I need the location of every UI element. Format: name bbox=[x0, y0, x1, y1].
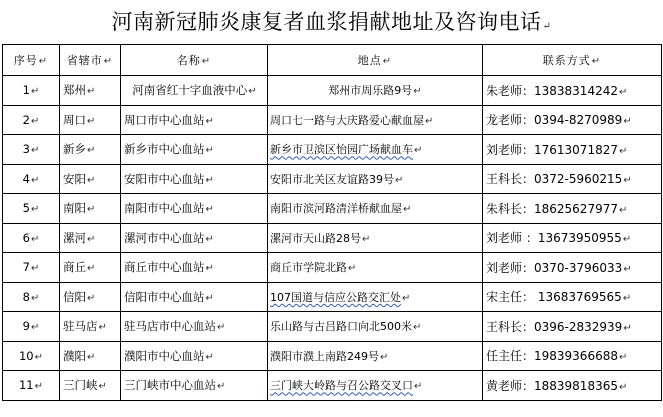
cell-address: 安阳市北关区友谊路39号↵ bbox=[268, 164, 483, 194]
header-city: 省辖市↵ bbox=[60, 45, 121, 76]
cell-city: 安阳↵ bbox=[60, 164, 121, 194]
cell-name: 安阳市中心血站↵ bbox=[121, 164, 268, 194]
table-row bbox=[3, 312, 662, 342]
header-address: 地点↵ bbox=[268, 45, 483, 76]
table-row bbox=[3, 135, 662, 165]
cell-num: 8↵ bbox=[3, 282, 60, 312]
cell-num: 1↵ bbox=[3, 76, 60, 106]
cell-address: 南阳市滨河路清洋桥献血屋↵ bbox=[268, 194, 483, 224]
cell-num: 10↵ bbox=[3, 341, 60, 371]
cell-num: 6↵ bbox=[3, 223, 60, 253]
cell-name: 驻马店市中心血站↵ bbox=[121, 312, 268, 342]
cell-num: 7↵ bbox=[3, 253, 60, 283]
table-row bbox=[3, 253, 662, 283]
table-row bbox=[3, 194, 662, 224]
cell-name: 漯河市中心血站↵ bbox=[121, 223, 268, 253]
cell-city: 郑州↵ bbox=[60, 76, 121, 106]
address-spellcheck-underline: 新乡市卫滨区怡园广场献血车 bbox=[270, 143, 413, 157]
cell-address: 107国道与信应公路交汇处↵ bbox=[268, 282, 483, 312]
cell-name: 信阳市中心血站↵ bbox=[121, 282, 268, 312]
cell-address: 周口七一路与大庆路爱心献血屋↵ bbox=[268, 105, 483, 135]
cell-num: 3↵ bbox=[3, 135, 60, 165]
cell-name: 商丘市中心血站↵ bbox=[121, 253, 268, 283]
cell-num: 4↵ bbox=[3, 164, 60, 194]
table-row bbox=[3, 223, 662, 253]
cell-city: 商丘↵ bbox=[60, 253, 121, 283]
cell-name: 周口市中心血站↵ bbox=[121, 105, 268, 135]
cell-city: 南阳↵ bbox=[60, 194, 121, 224]
cell-city: 濮阳↵ bbox=[60, 341, 121, 371]
cell-contact: 朱科长：18625627977↵ bbox=[483, 194, 662, 224]
cell-name: 濮阳市中心血站↵ bbox=[121, 341, 268, 371]
cell-name: 南阳市中心血站↵ bbox=[121, 194, 268, 224]
donation-sites-table bbox=[2, 44, 662, 401]
cell-address: 漯河市天山路28号↵ bbox=[268, 223, 483, 253]
cell-city: 周口↵ bbox=[60, 105, 121, 135]
cell-address: 三门峡大岭路与召公路交叉口↵ bbox=[268, 371, 483, 401]
cell-city: 信阳↵ bbox=[60, 282, 121, 312]
cell-city: 三门峡↵ bbox=[60, 371, 121, 401]
cell-contact: 王科长：0396-2832939↵ bbox=[483, 312, 662, 342]
title-text: 河南新冠肺炎康复者血浆捐献地址及咨询电话 bbox=[111, 10, 542, 34]
cell-contact: 黄老师：18839818365↵ bbox=[483, 371, 662, 401]
cell-contact: 刘老师 ：13673950955↵ bbox=[483, 223, 662, 253]
cell-num: 11↵ bbox=[3, 371, 60, 401]
cell-city: 驻马店↵ bbox=[60, 312, 121, 342]
table-header-row bbox=[3, 45, 662, 76]
cell-contact: 刘老师：0370-3796033↵ bbox=[483, 253, 662, 283]
table-row bbox=[3, 76, 662, 106]
cell-contact: 刘老师：17613071827↵ bbox=[483, 135, 662, 165]
cell-num: 9↵ bbox=[3, 312, 60, 342]
paragraph-mark: ↵ bbox=[542, 21, 552, 32]
table-row bbox=[3, 282, 662, 312]
table-row bbox=[3, 341, 662, 371]
cell-name: 新乡市中心血站↵ bbox=[121, 135, 268, 165]
cell-contact: 任主任：19839366688↵ bbox=[483, 341, 662, 371]
table-row bbox=[3, 105, 662, 135]
cell-num: 2↵ bbox=[3, 105, 60, 135]
cell-name: 三门峡市中心血站↵ bbox=[121, 371, 268, 401]
cell-num: 5↵ bbox=[3, 194, 60, 224]
header-contact: 联系方式↵ bbox=[483, 45, 662, 76]
address-spellcheck-underline: 三门峡大岭路与召公路交叉口 bbox=[270, 379, 413, 393]
cell-contact: 龙老师：0394-8270989↵ bbox=[483, 105, 662, 135]
cell-contact: 王科长：0372-5960215↵ bbox=[483, 164, 662, 194]
document-title bbox=[0, 6, 663, 36]
cell-address: 商丘市学院北路↵ bbox=[268, 253, 483, 283]
cell-city: 新乡↵ bbox=[60, 135, 121, 165]
cell-address: 郑州市周乐路9号↵ bbox=[268, 76, 483, 106]
cell-contact: 朱老师：13838314242↵ bbox=[483, 76, 662, 106]
cell-address: 新乡市卫滨区怡园广场献血车↵ bbox=[268, 135, 483, 165]
cell-contact: 宋主任： 13683769565↵ bbox=[483, 282, 662, 312]
address-spellcheck-underline: 107国道与信应公路交汇处 bbox=[270, 290, 401, 304]
table-row bbox=[3, 371, 662, 401]
header-num: 序号↵ bbox=[3, 45, 60, 76]
cell-city: 漯河↵ bbox=[60, 223, 121, 253]
cell-name: 河南省红十字血液中心↵ bbox=[121, 76, 268, 106]
cell-address: 乐山路与古吕路口向北500米↵ bbox=[268, 312, 483, 342]
table-row bbox=[3, 164, 662, 194]
header-name: 名称↵ bbox=[121, 45, 268, 76]
cell-address: 濮阳市濮上南路249号↵ bbox=[268, 341, 483, 371]
